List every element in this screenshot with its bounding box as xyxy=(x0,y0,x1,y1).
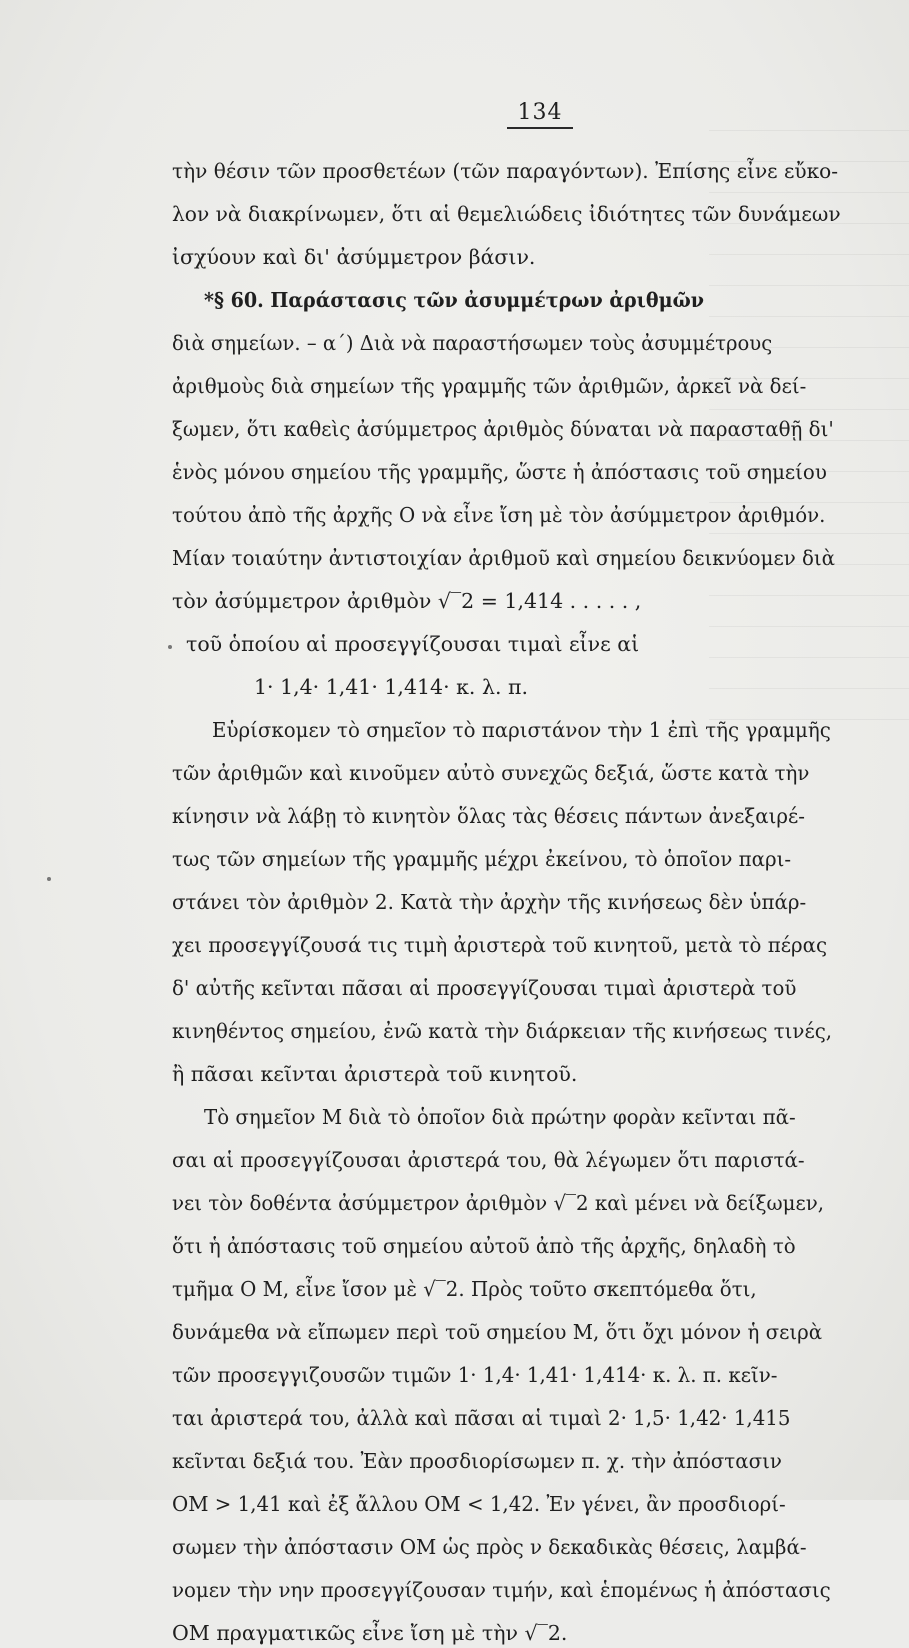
page-number: 134 xyxy=(517,100,563,125)
paragraph-start: Τὸ σημεῖον Μ διὰ τὸ ὁποῖον διὰ πρώτην φορὰν κεῖνται πᾶ- xyxy=(204,1105,796,1129)
text-line: κινηθέντος σημείου, ἐνῶ κατὰ τὴν διάρκειαν τῆς κινήσεως τινές, xyxy=(172,1019,833,1043)
text-line: σαι αἱ προσεγγίζουσαι ἀριστερά του, θὰ λέγωμεν ὅτι παριστά- xyxy=(172,1148,805,1172)
text-line: δ' αὐτῆς κεῖνται πᾶσαι αἱ προσεγγίζουσαι τιμαὶ ἀριστερὰ τοῦ xyxy=(172,976,797,1000)
text-line: τοῦ ὁποίου αἱ προσεγγίζουσαι τιμαὶ εἶνε αἱ xyxy=(186,632,640,656)
text-line: χει προσεγγίζουσά τις τιμὴ ἀριστερὰ τοῦ κινητοῦ, μετὰ τὸ πέρας xyxy=(172,933,828,957)
text-line: κίνησιν νὰ λάβῃ τὸ κινητὸν ὅλας τὰς θέσεις πάντων ἀνεξαιρέ- xyxy=(172,804,805,828)
text-line: ἀριθμοὺς διὰ σημείων τῆς γραμμῆς τῶν ἀριθμῶν, ἀρκεῖ νὰ δεί- xyxy=(172,374,807,398)
text-line: διὰ σημείων. – α΄) Διὰ νὰ παραστήσωμεν τοὺς ἀσυμμέτρους xyxy=(172,331,773,355)
text-line: τὴν θέσιν τῶν προσθετέων (τῶν παραγόντων). Ἐπίσης εἶνε εὔκο- xyxy=(172,159,839,183)
text-line: Μίαν τοιαύτην ἀντιστοιχίαν ἀριθμοῦ καὶ σημείου δεικνύομεν διὰ xyxy=(172,546,836,570)
text-line: σωμεν τὴν ἀπόστασιν ΟΜ ὡς πρὸς ν δεκαδικὰς θέσεις, λαμβά- xyxy=(172,1535,807,1559)
text-line: ἰσχύουν καὶ δι' ἀσύμμετρον βάσιν. xyxy=(172,245,536,269)
text-line: τούτου ἀπὸ τῆς ἀρχῆς Ο νὰ εἶνε ἴση μὲ τὸν ἀσύμμετρον ἀριθμόν. xyxy=(172,503,826,527)
ink-spot xyxy=(168,645,172,649)
ink-spot xyxy=(47,877,51,881)
text-line: λον νὰ διακρίνωμεν, ὅτι αἱ θεμελιώδεις ἰδιότητες τῶν δυνάμεων xyxy=(172,202,841,226)
text-line: ὅτι ἡ ἀπόστασις τοῦ σημείου αὐτοῦ ἀπὸ τῆς ἀρχῆς, δηλαδὴ τὸ xyxy=(172,1234,796,1258)
text-line: τως τῶν σημείων τῆς γραμμῆς μέχρι ἐκείνου, τὸ ὁποῖον παρι- xyxy=(172,847,792,871)
text-line: κεῖνται δεξιά του. Ἐὰν προσδιορίσωμεν π. χ. τὴν ἀπόστασιν xyxy=(172,1449,782,1473)
formula-line: τὸν ἀσύμμετρον ἀριθμὸν √‾2 = 1,414 . . . . . , xyxy=(172,589,642,613)
paragraph-start: Εὑρίσκομεν τὸ σημεῖον τὸ παριστάνον τὴν 1 ἐπὶ τῆς γραμμῆς xyxy=(212,718,831,742)
text-line: ἢ πᾶσαι κεῖνται ἀριστερὰ τοῦ κινητοῦ. xyxy=(172,1062,578,1086)
text-line: νομεν τὴν νην προσεγγίζουσαν τιμήν, καὶ ἑπομένως ἡ ἀπόστασις xyxy=(172,1578,831,1602)
section-heading: *§ 60. Παράστασις τῶν ἀσυμμέτρων ἀριθμῶν xyxy=(204,288,704,312)
text-line: νει τὸν δοθέντα ἀσύμμετρον ἀριθμὸν √‾2 καὶ μένει νὰ δείξωμεν, xyxy=(172,1191,825,1215)
text-line: ξωμεν, ὅτι καθεὶς ἀσύμμετρος ἀριθμὸς δύναται νὰ παρασταθῇ δι' xyxy=(172,417,834,441)
text-line: στάνει τὸν ἀριθμὸν 2. Κατὰ τὴν ἀρχὴν τῆς κινήσεως δὲν ὑπάρ- xyxy=(172,890,807,914)
text-line: τῶν ἀριθμῶν καὶ κινοῦμεν αὐτὸ συνεχῶς δεξιά, ὥστε κατὰ τὴν xyxy=(172,761,810,785)
page-number-underline xyxy=(507,127,573,129)
text-line: τμῆμα Ο Μ, εἶνε ἴσον μὲ √‾2. Πρὸς τοῦτο σκεπτόμεθα ὅτι, xyxy=(172,1277,757,1301)
text-line: ἑνὸς μόνου σημείου τῆς γραμμῆς, ὥστε ἡ ἀπόστασις τοῦ σημείου xyxy=(172,460,827,484)
text-line: δυνάμεθα νὰ εἴπωμεν περὶ τοῦ σημείου Μ, ὅτι ὄχι μόνον ἡ σειρὰ xyxy=(172,1320,823,1344)
text-line: ΟΜ > 1,41 καὶ ἐξ ἄλλου ΟΜ < 1,42. Ἐν γένει, ἂν προσδιορί- xyxy=(172,1492,786,1516)
text-line: ται ἀριστερά του, ἀλλὰ καὶ πᾶσαι αἱ τιμαὶ 2· 1,5· 1,42· 1,415 xyxy=(172,1406,791,1430)
text-line: ΟΜ πραγματικῶς εἶνε ἴση μὲ τὴν √‾2. xyxy=(172,1621,568,1645)
text-line: τῶν προσεγγιζουσῶν τιμῶν 1· 1,4· 1,41· 1,414· κ. λ. π. κεῖν- xyxy=(172,1363,778,1387)
sequence-line: 1· 1,4· 1,41· 1,414· κ. λ. π. xyxy=(254,675,528,699)
